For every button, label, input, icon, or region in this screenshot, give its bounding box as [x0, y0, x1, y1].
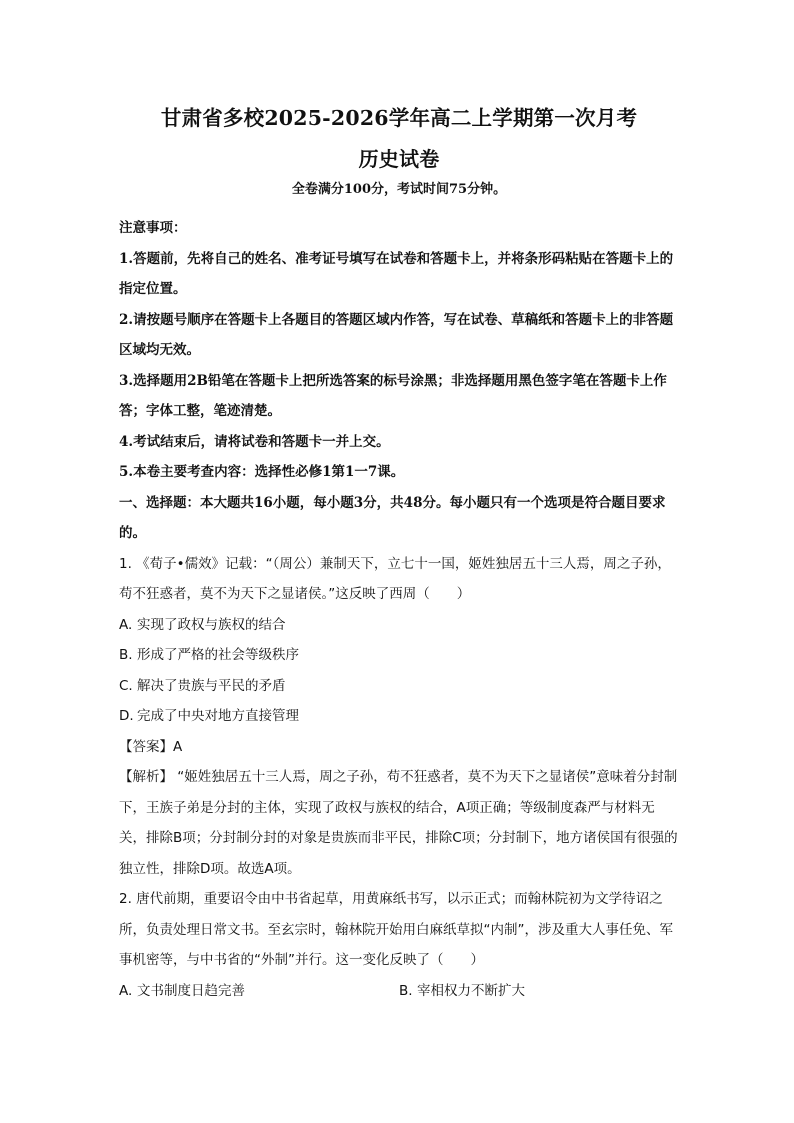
option-letter: A. — [119, 982, 133, 999]
exam-subject: 历史试卷 — [358, 147, 440, 171]
option-text: 宰相权力不断扩大 — [417, 982, 525, 999]
question-2 — [119, 884, 679, 1006]
option-letter: A. — [119, 616, 133, 633]
option-row — [119, 976, 679, 1007]
option-c — [119, 671, 679, 702]
option-letter: B. — [399, 982, 413, 999]
option-text: 形成了严格的社会等级秩序 — [137, 647, 299, 663]
exam-title: 甘肃省多校2025-2026学年高二上学期第一次月考 — [160, 106, 638, 130]
option-b — [119, 640, 679, 671]
notice-block — [119, 213, 679, 488]
notice-item: 3.选择题用2B铅笔在答题卡上把所选答案的标号涂黑；非选择题用黑色签字笔在答题卡上作答；字体工整，笔迹清楚。 — [119, 372, 667, 419]
question-stem: 1. 《荀子•儒效》记载：“（周公）兼制天下，立七十一国，姬姓独居五十三人焉，周之子孙，苟不狂惑者，莫不为天下之显诸侯。”这反映了西周（ ） — [119, 555, 671, 602]
option-letter: D. — [119, 708, 134, 724]
notice-item: 4.考试结束后，请将试卷和答题卡一并上交。 — [119, 433, 390, 450]
option-text: 文书制度日趋完善 — [137, 982, 245, 999]
section-heading: 一、选择题：本大题共16小题，每小题3分，共48分。每小题只有一个选项是符合题目要求的。 — [119, 494, 666, 541]
exam-info: 全卷满分100分，考试时间75分钟。 — [291, 182, 507, 197]
notice-item: 1.答题前，先将自己的姓名、准考证号填写在试卷和答题卡上，并将条形码粘贴在答题卡上的指定位置。 — [119, 250, 674, 297]
question-1 — [119, 549, 679, 885]
option-text: 实现了政权与族权的结合 — [137, 616, 286, 633]
option-a — [119, 610, 679, 641]
option-text: 完成了中央对地方直接管理 — [137, 708, 299, 724]
analysis: 【解析】 “姬姓独居五十三人焉，周之子孙，苟不狂惑者，莫不为天下之显诸侯”意味着分封制下，王族子弟是分封的主体，实现了政权与族权的结合，A项正确；等级制度森严与材料无关，排除B项；分封制分封的对象是贵族而非平民，排除C项；分封制下，地方诸侯国有很强的独立性，排除D项。故选A项。 — [119, 769, 678, 877]
option-b — [399, 976, 679, 1007]
option-a — [119, 976, 399, 1007]
option-d — [119, 701, 679, 732]
option-letter: C. — [119, 677, 133, 694]
option-letter: B. — [119, 647, 133, 663]
notice-item: 2.请按题号顺序在答题卡上各题目的答题区域内作答，写在试卷、草稿纸和答题卡上的非答题区域均无效。 — [119, 311, 674, 358]
answer: 【答案】A — [119, 738, 183, 755]
question-stem: 2. 唐代前期，重要诏令由中书省起草，用黄麻纸书写，以示正式；而翰林院初为文学待诏之所，负责处理日常文书。至玄宗时，翰林院开始用白麻纸草拟“内制”，涉及重大人事任免、军事机密等，与中书省的“外制”并行。这一变化反映了（ ） — [119, 891, 673, 968]
page-content — [119, 100, 679, 1006]
notice-heading: 注意事项： — [119, 220, 187, 236]
option-text: 解决了贵族与平民的矛盾 — [137, 677, 286, 694]
notice-item: 5.本卷主要考查内容：选择性必修1第1一7课。 — [119, 464, 405, 480]
